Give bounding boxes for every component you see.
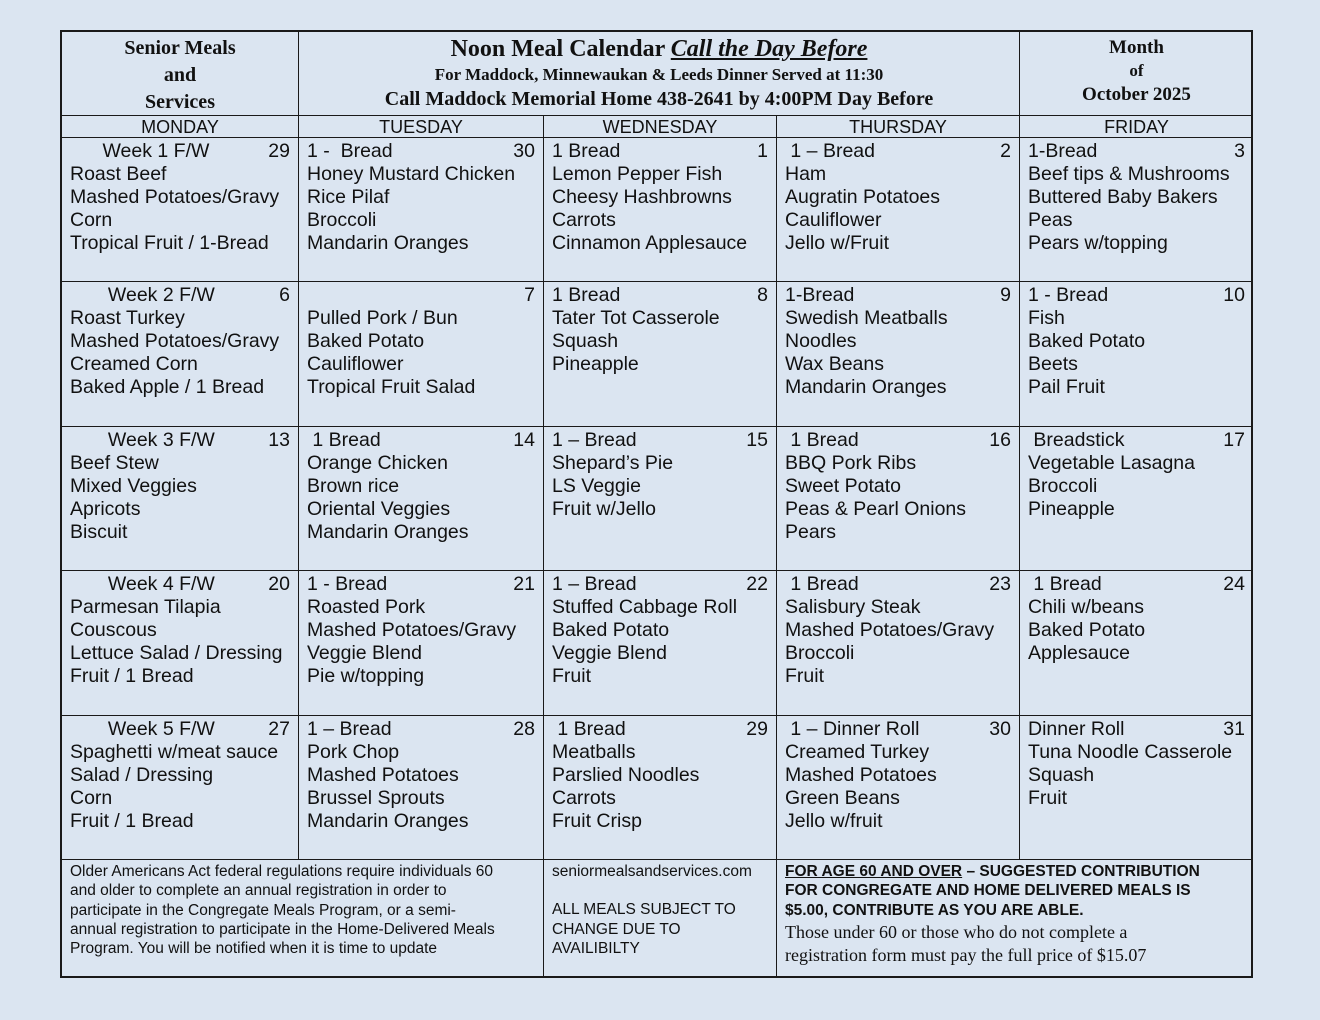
menu-item: Lemon Pepper Fish [552, 163, 723, 185]
menu-day-header [1028, 573, 1245, 596]
menu-item: Fruit / 1 Bread [70, 665, 194, 688]
menu-day-header [70, 140, 290, 163]
menu-item: Broccoli [1028, 474, 1098, 497]
bread-label: 1-Bread [785, 284, 855, 307]
menu-item: Roasted Pork [307, 596, 426, 619]
bread-label: 1 Bread [552, 284, 621, 307]
menu-item: Tuna Noodle Casserole [1028, 740, 1233, 763]
menu-item: Mashed Potatoes [785, 763, 937, 786]
menu-item: Mandarin Oranges [785, 376, 947, 399]
menu-item: BBQ Pork Ribs [785, 451, 917, 474]
menu-item: Pineapple [552, 353, 639, 376]
date-number: 29 [268, 140, 290, 162]
menu-item: Pail Fruit [1028, 376, 1105, 399]
menu-item: Mashed Potatoes/Gravy [307, 619, 517, 642]
menu-item: Baked Potato [1028, 619, 1146, 642]
date-number: 30 [989, 717, 1011, 740]
date-number: 13 [268, 428, 290, 451]
menu-day-header [1028, 140, 1245, 163]
date-number: 20 [268, 573, 290, 596]
menu-item: Oriental Veggies [307, 497, 451, 520]
bread-label: Week 2 F/W [70, 284, 215, 307]
menu-day-cell [544, 571, 777, 715]
menu-item: Mashed Potatoes/Gravy [785, 619, 995, 642]
menu-item: Corn [70, 786, 113, 809]
menu-item: Jello w/Fruit [785, 232, 890, 254]
bread-label: 1 Bread [552, 717, 626, 740]
menu-item: Vegetable Lasagna [1028, 451, 1195, 474]
bread-label: 1 Bread [785, 428, 859, 451]
menu-day-header [552, 140, 768, 163]
menu-day-header [70, 429, 290, 452]
menu-item: Biscuit [70, 520, 128, 543]
contribution-age: FOR AGE 60 AND OVER [785, 863, 963, 880]
menu-day-cell [1020, 716, 1253, 860]
date-number: 8 [757, 284, 768, 307]
org-name-cell [62, 32, 299, 116]
menu-day-cell [62, 138, 299, 282]
regulation-line: Program. You will be notified when it is time to update [70, 940, 438, 958]
menu-day-header [785, 140, 1011, 163]
menu-day-cell [299, 716, 544, 860]
menu-item: Applesauce [1028, 642, 1130, 665]
menu-item: Veggie Blend [552, 642, 667, 665]
menu-day-cell [299, 427, 544, 571]
menu-item: Roast Turkey [70, 307, 185, 330]
date-number: 23 [989, 573, 1011, 596]
month-label: Month [1109, 37, 1164, 58]
menu-item: Mixed Veggies [70, 474, 197, 497]
menu-item: Pie w/topping [307, 665, 425, 688]
menu-item: Cheesy Hashbrowns [552, 186, 732, 208]
menu-item: Shepard’s Pie [552, 451, 674, 474]
menu-item: Parslied Noodles [552, 763, 700, 786]
date-number: 24 [1223, 573, 1245, 596]
contribution-note [777, 860, 1253, 978]
menu-item: Stuffed Cabbage Roll [552, 596, 738, 619]
menu-day-header [307, 429, 535, 452]
menu-item: Green Beans [785, 786, 900, 809]
date-number: 29 [746, 717, 768, 740]
org-name-line: Services [145, 91, 215, 113]
menu-item: Broccoli [307, 209, 377, 231]
menu-item: Jello w/fruit [785, 809, 883, 832]
weekday-header: WEDNESDAY [544, 116, 777, 138]
bread-label: 1 Bread [785, 573, 859, 596]
menu-item: Pears w/topping [1028, 232, 1168, 254]
menu-item: Brown rice [307, 474, 400, 497]
menu-item: Fruit Crisp [552, 809, 642, 832]
org-name-line: and [163, 64, 197, 86]
date-number: 7 [524, 284, 535, 307]
bread-label: Week 4 F/W [70, 573, 215, 596]
menu-item: Fruit [1028, 786, 1067, 809]
menu-item: Mashed Potatoes [307, 763, 459, 786]
date-number: 10 [1223, 284, 1245, 307]
menu-item: Carrots [552, 786, 616, 809]
bread-label: 1 - Bread [307, 573, 388, 596]
menu-item: Buttered Baby Bakers [1028, 186, 1218, 208]
date-number: 16 [989, 428, 1011, 451]
notice-line: AVAILIBILTY [552, 939, 640, 957]
menu-item: Tropical Fruit Salad [307, 376, 476, 399]
notice-line: CHANGE DUE TO [552, 920, 681, 938]
org-name-line: Senior Meals [124, 37, 236, 59]
title-main: Noon Meal Calendar [450, 36, 671, 62]
title-cell [299, 32, 1020, 116]
menu-item: Beef Stew [70, 451, 159, 474]
menu-day-cell [299, 138, 544, 282]
menu-day-cell [777, 138, 1020, 282]
regulation-line: participate in the Congregate Meals Program, or a semi- [70, 901, 456, 919]
menu-item: Honey Mustard Chicken [307, 163, 516, 185]
menu-day-cell [62, 282, 299, 426]
regulation-line: Older Americans Act federal regulations require individuals 60 [70, 863, 494, 880]
menu-item: Parmesan Tilapia [70, 596, 221, 619]
menu-item: Wax Beans [785, 353, 884, 376]
menu-item: Cauliflower [307, 353, 404, 376]
regulation-note [62, 860, 544, 978]
date-number: 15 [746, 428, 768, 451]
date-number: 3 [1234, 140, 1245, 162]
price-line: registration form must pay the full price of $15.07 [785, 944, 1147, 965]
date-number: 21 [513, 573, 535, 596]
menu-item: Mandarin Oranges [307, 232, 469, 254]
menu-item: Salisbury Steak [785, 596, 921, 619]
date-number: 1 [757, 140, 768, 162]
bread-label: 1 – Bread [552, 573, 637, 596]
menu-item: Veggie Blend [307, 642, 422, 665]
menu-day-header [552, 284, 768, 307]
date-number: 31 [1223, 717, 1245, 740]
bread-label: 1 - Bread [1028, 284, 1109, 307]
menu-item: Orange Chicken [307, 451, 448, 474]
bread-label: Week 1 F/W [70, 140, 210, 162]
bread-label: Week 3 F/W [70, 428, 215, 451]
menu-day-cell [62, 427, 299, 571]
price-line: Those under 60 or those who do not complete a [785, 921, 1128, 942]
menu-item: Mashed Potatoes/Gravy [70, 330, 280, 353]
menu-item: Brussel Sprouts [307, 786, 445, 809]
menu-day-header [307, 718, 535, 741]
menu-item: Peas [1028, 209, 1073, 231]
menu-item: Spaghetti w/meat sauce [70, 740, 279, 763]
menu-day-cell [544, 282, 777, 426]
menu-item: Squash [1028, 763, 1095, 786]
menu-item: Chili w/beans [1028, 596, 1144, 619]
menu-item: Creamed Turkey [785, 740, 930, 763]
menu-day-header [1028, 718, 1245, 741]
bread-label: Breadstick [1028, 428, 1125, 451]
menu-item: Pork Chop [307, 740, 400, 763]
website-link[interactable]: seniormealsandservices.com [552, 863, 752, 880]
regulation-line: annual registration to participate in the Home-Delivered Meals [70, 920, 495, 938]
menu-day-cell [62, 571, 299, 715]
bread-label: 1 Bread [552, 140, 621, 162]
weekday-header: FRIDAY [1020, 116, 1253, 138]
menu-day-cell [62, 716, 299, 860]
menu-day-header [552, 429, 768, 452]
regulation-line: and older to complete an annual registration in order to [70, 882, 447, 900]
notice-line: ALL MEALS SUBJECT TO [552, 901, 736, 919]
menu-item: Fruit [785, 665, 824, 688]
menu-day-cell [1020, 427, 1253, 571]
service-subtitle: For Maddock, Minnewaukan & Leeds Dinner Served at 11:30 [434, 65, 884, 84]
menu-day-header [307, 573, 535, 596]
menu-item: Augratin Potatoes [785, 186, 941, 208]
bread-label: 1 Bread [307, 428, 381, 451]
bread-label: 1 – Bread [307, 717, 392, 740]
menu-item: Pineapple [1028, 497, 1115, 520]
date-number: 30 [513, 140, 535, 162]
month-of: of [1129, 61, 1144, 80]
menu-item: Peas & Pearl Onions [785, 497, 967, 520]
menu-item: Beets [1028, 353, 1078, 376]
bread-label: 1 Bread [1028, 573, 1102, 596]
menu-item: Couscous [70, 619, 157, 642]
menu-day-header [785, 573, 1011, 596]
menu-day-cell [777, 282, 1020, 426]
date-number: 6 [279, 284, 290, 307]
menu-day-header [785, 284, 1011, 307]
menu-day-header [70, 284, 290, 307]
menu-day-cell [544, 138, 777, 282]
menu-day-cell [777, 427, 1020, 571]
bread-label: 1 – Bread [785, 140, 875, 162]
menu-item: Lettuce Salad / Dressing [70, 642, 283, 665]
menu-day-header [70, 573, 290, 596]
menu-item: Corn [70, 209, 113, 231]
bread-label: Dinner Roll [1028, 717, 1125, 740]
menu-item: Broccoli [785, 642, 855, 665]
menu-day-header [552, 573, 768, 596]
menu-item: Mandarin Oranges [307, 520, 469, 543]
menu-item: Noodles [785, 330, 857, 353]
date-number: 14 [513, 428, 535, 451]
menu-day-header [785, 718, 1011, 741]
menu-item: Sweet Potato [785, 474, 901, 497]
date-number: 9 [1000, 284, 1011, 307]
menu-item: Beef tips & Mushrooms [1028, 163, 1230, 185]
menu-item: Roast Beef [70, 163, 167, 185]
menu-item: Baked Potato [307, 330, 425, 353]
menu-item: Tropical Fruit / 1-Bread [70, 232, 269, 254]
menu-item: Cauliflower [785, 209, 882, 231]
menu-day-cell [1020, 571, 1253, 715]
menu-day-cell [1020, 138, 1253, 282]
menu-item: Carrots [552, 209, 616, 231]
menu-item: Squash [552, 330, 619, 353]
bread-label: 1-Bread [1028, 140, 1098, 162]
contribution-rest: – SUGGESTED CONTRIBUTION [962, 863, 1200, 880]
month-cell [1020, 32, 1253, 116]
contribution-line [785, 862, 1245, 881]
date-number: 17 [1223, 428, 1245, 451]
bread-label: 1 - Bread [307, 140, 393, 162]
menu-item: Tater Tot Casserole [552, 307, 720, 330]
call-instructions: Call Maddock Memorial Home 438-2641 by 4:00PM Day Before [384, 88, 934, 110]
menu-item: Cinnamon Applesauce [552, 232, 748, 254]
bread-label: Week 5 F/W [70, 717, 215, 740]
month-value: October 2025 [1082, 84, 1191, 105]
menu-item: Salad / Dressing [70, 763, 214, 786]
menu-item: Ham [785, 163, 827, 185]
menu-day-header [307, 284, 535, 307]
date-number: 28 [513, 717, 535, 740]
menu-day-header [70, 718, 290, 741]
menu-item: Fruit w/Jello [552, 497, 657, 520]
menu-day-header [1028, 284, 1245, 307]
contribution-line: $5.00, CONTRIBUTE AS YOU ARE ABLE. [785, 901, 1084, 919]
menu-item: Meatballs [552, 740, 636, 763]
menu-day-cell [299, 571, 544, 715]
menu-item: Fruit [552, 665, 591, 688]
menu-day-header [785, 429, 1011, 452]
menu-item: Fruit / 1 Bread [70, 809, 194, 832]
menu-item: Apricots [70, 497, 141, 520]
menu-day-cell [299, 282, 544, 426]
menu-day-cell [544, 427, 777, 571]
meal-calendar [60, 30, 1253, 978]
date-number: 22 [746, 573, 768, 596]
menu-day-cell [1020, 282, 1253, 426]
menu-item: Mashed Potatoes/Gravy [70, 186, 280, 208]
menu-item: Pulled Pork / Bun [307, 307, 458, 330]
date-number: 27 [268, 717, 290, 740]
weekday-header: MONDAY [62, 116, 299, 138]
menu-item: Fish [1028, 307, 1065, 330]
date-number: 2 [1000, 140, 1011, 162]
website-notice [544, 860, 777, 978]
menu-day-cell [544, 716, 777, 860]
bread-label: 1 – Dinner Roll [785, 717, 920, 740]
menu-item: Swedish Meatballs [785, 307, 948, 330]
weekday-header: THURSDAY [777, 116, 1020, 138]
menu-item: LS Veggie [552, 474, 641, 497]
menu-day-header [552, 718, 768, 741]
menu-day-header [1028, 429, 1245, 452]
menu-item: Pears [785, 520, 836, 543]
menu-day-header [307, 140, 535, 163]
menu-item: Baked Apple / 1 Bread [70, 376, 265, 399]
menu-item: Rice Pilaf [307, 186, 390, 208]
bread-label: 1 – Bread [552, 428, 637, 451]
menu-item: Baked Potato [552, 619, 670, 642]
menu-item: Creamed Corn [70, 353, 198, 376]
weekday-header: TUESDAY [299, 116, 544, 138]
menu-item: Mandarin Oranges [307, 809, 469, 832]
menu-item: Baked Potato [1028, 330, 1146, 353]
menu-day-cell [777, 571, 1020, 715]
contribution-line: FOR CONGREGATE AND HOME DELIVERED MEALS IS [785, 882, 1191, 900]
title-emphasis: Call the Day Before [670, 36, 868, 62]
page-title [299, 34, 1019, 64]
menu-day-cell [777, 716, 1020, 860]
